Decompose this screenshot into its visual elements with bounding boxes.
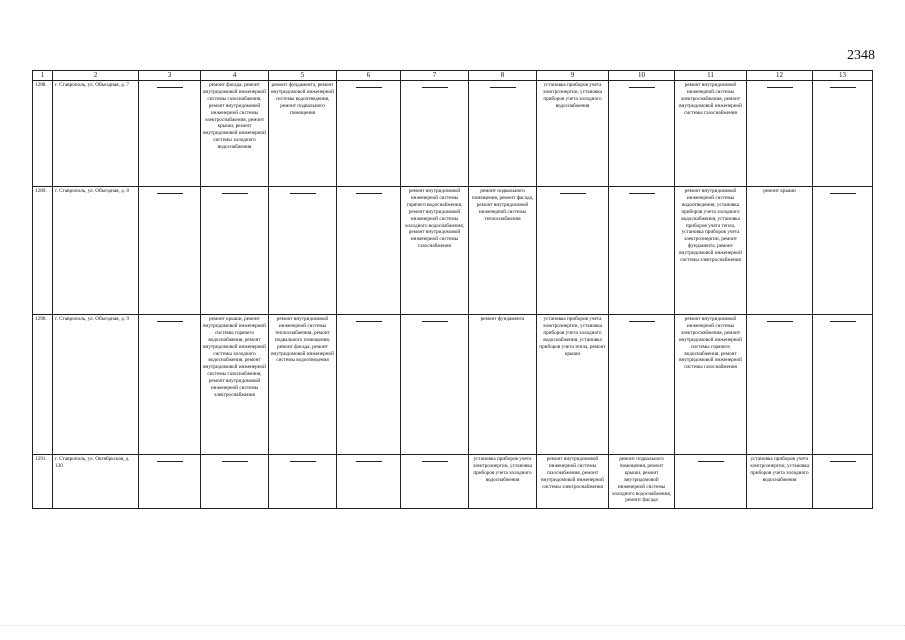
row-number: 1288. xyxy=(33,81,53,187)
work-cell: ремонт внутридомовой инженерной системы электроснабжения, ремонт внутридомовой инженерной системы газоснабжения xyxy=(675,81,747,187)
row-number: 1290. xyxy=(33,315,53,455)
dash-mark xyxy=(629,87,655,88)
table-row xyxy=(33,455,873,509)
empty-cell xyxy=(813,455,873,509)
dash-mark xyxy=(490,87,516,88)
dash-mark xyxy=(830,87,856,88)
column-header: 1 xyxy=(33,71,53,81)
column-header: 5 xyxy=(269,71,337,81)
dash-mark xyxy=(157,461,183,462)
dash-mark xyxy=(560,193,586,194)
work-cell: ремонт внутридомовой инженерной системы газоснабжения, ремонт внутридомовой инженерной системы электроснабжения xyxy=(537,455,609,509)
column-header: 4 xyxy=(201,71,269,81)
work-cell: ремонт фасада, ремонт внутридомовой инженерной системы газоснабжения, ремонт внутридомовой инженерной системы электроснабжения, ремонт крыши, ремонт внутридомовой инженерной системы холодного водоснабжения xyxy=(201,81,269,187)
empty-cell xyxy=(609,315,675,455)
column-header: 8 xyxy=(469,71,537,81)
dash-mark xyxy=(830,193,856,194)
empty-cell xyxy=(269,187,337,315)
address-cell: г. Ставрополь, ул. Объездная, д. 9 xyxy=(53,315,139,455)
table-row xyxy=(33,81,873,187)
empty-cell xyxy=(337,315,401,455)
work-cell: ремонт подвального помещения, ремонт крыши, ремонт внутридомовой инженерной системы холодного водоснабжения, ремонт фасада xyxy=(609,455,675,509)
work-cell: установка приборов учета электроэнергии, установка приборов учета холодного водоснабжения, установка приборов учета тепла, ремонт крыши xyxy=(537,315,609,455)
empty-cell xyxy=(269,455,337,509)
dash-mark xyxy=(290,461,316,462)
address-cell: г. Ставрополь, ул. Объездная, д. 7 xyxy=(53,81,139,187)
empty-cell xyxy=(139,315,201,455)
column-header: 2 xyxy=(53,71,139,81)
dash-mark xyxy=(830,321,856,322)
column-header: 13 xyxy=(813,71,873,81)
empty-cell xyxy=(401,455,469,509)
dash-mark xyxy=(767,87,793,88)
column-header: 3 xyxy=(139,71,201,81)
empty-cell xyxy=(469,81,537,187)
dash-mark xyxy=(356,321,382,322)
dash-mark xyxy=(698,461,724,462)
column-header: 7 xyxy=(401,71,469,81)
work-cell: установка приборов учета электроэнергии, установка приборов учета холодного водоснабжения xyxy=(747,455,813,509)
empty-cell xyxy=(813,81,873,187)
row-number: 1291. xyxy=(33,455,53,509)
dash-mark xyxy=(157,321,183,322)
empty-cell xyxy=(201,187,269,315)
work-cell: ремонт внутридомовой инженерной системы теплоснабжения, ремонт подвального помещения, ремонт фасада, ремонт внутридомовой инженерной системы водоотведения xyxy=(269,315,337,455)
empty-cell xyxy=(537,187,609,315)
dash-mark xyxy=(422,461,448,462)
work-cell: ремонт крыши xyxy=(747,187,813,315)
empty-cell xyxy=(139,81,201,187)
dash-mark xyxy=(356,193,382,194)
scan-artifact-line xyxy=(0,625,905,632)
work-cell: установка приборов учета электроэнергии, установка приборов учета холодного водоснабжения xyxy=(469,455,537,509)
empty-cell xyxy=(813,187,873,315)
empty-cell xyxy=(401,315,469,455)
work-cell: установка приборов учета электроэнергии, установка приборов учета холодного водоснабжения xyxy=(537,81,609,187)
empty-cell xyxy=(337,187,401,315)
column-number-row xyxy=(33,71,873,81)
address-cell: г. Ставрополь, ул. Объездная, д. 8 xyxy=(53,187,139,315)
repair-schedule-table xyxy=(32,70,873,509)
column-header: 12 xyxy=(747,71,813,81)
column-header: 11 xyxy=(675,71,747,81)
empty-cell xyxy=(139,455,201,509)
work-cell: ремонт фундамента, ремонт внутридомовой инженерной системы водоотведения, ремонт подвального помещения xyxy=(269,81,337,187)
empty-cell xyxy=(139,187,201,315)
table-row xyxy=(33,315,873,455)
work-cell: ремонт крыши, ремонт внутридомовой инженерной системы горячего водоснабжения, ремонт внутридомовой инженерной системы холодного водоснабжения, ремонт внутридомовой инженерной системы газоснабжения, ремонт внутридомовой инженерной системы электроснабжения xyxy=(201,315,269,455)
address-cell: г. Ставрополь, ул. Октябрьская, д. 130 xyxy=(53,455,139,509)
work-cell: ремонт внутридомовой инженерной системы горячего водоснабжения, ремонт внутридомовой инженерной системы холодного водоснабжения, ремонт внутридомовой инженерной системы газоснабжения xyxy=(401,187,469,315)
dash-mark xyxy=(222,461,248,462)
empty-cell xyxy=(813,315,873,455)
dash-mark xyxy=(222,193,248,194)
page-number: 2348 xyxy=(847,48,875,63)
column-header: 9 xyxy=(537,71,609,81)
empty-cell xyxy=(337,455,401,509)
empty-cell xyxy=(337,81,401,187)
dash-mark xyxy=(422,321,448,322)
empty-cell xyxy=(201,455,269,509)
work-cell: ремонт подвального помещения, ремонт фасада, ремонт внутридомовой инженерной системы теплоснабжения xyxy=(469,187,537,315)
dash-mark xyxy=(629,321,655,322)
column-header: 10 xyxy=(609,71,675,81)
dash-mark xyxy=(830,461,856,462)
empty-cell xyxy=(609,81,675,187)
empty-cell xyxy=(747,315,813,455)
dash-mark xyxy=(356,87,382,88)
dash-mark xyxy=(629,193,655,194)
row-number: 1289. xyxy=(33,187,53,315)
work-cell: ремонт внутридомовой инженерной системы водоотведения, установка приборов учета холодного водоснабжения, установка приборов учета тепла, установка приборов учета электроэнергии, ремонт фундамента, ремонт внутридомовой инженерной системы электроснабжения xyxy=(675,187,747,315)
column-header: 6 xyxy=(337,71,401,81)
dash-mark xyxy=(157,193,183,194)
empty-cell xyxy=(675,455,747,509)
empty-cell xyxy=(747,81,813,187)
empty-cell xyxy=(609,187,675,315)
dash-mark xyxy=(157,87,183,88)
dash-mark xyxy=(356,461,382,462)
work-cell: ремонт внутридомовой инженерной системы электроснабжения, ремонт внутридомовой инженерной системы горячего водоснабжения, ремонт внутридомовой инженерной системы газоснабжения xyxy=(675,315,747,455)
empty-cell xyxy=(401,81,469,187)
dash-mark xyxy=(422,87,448,88)
dash-mark xyxy=(767,321,793,322)
table-row xyxy=(33,187,873,315)
work-cell: ремонт фундамента xyxy=(469,315,537,455)
dash-mark xyxy=(290,193,316,194)
